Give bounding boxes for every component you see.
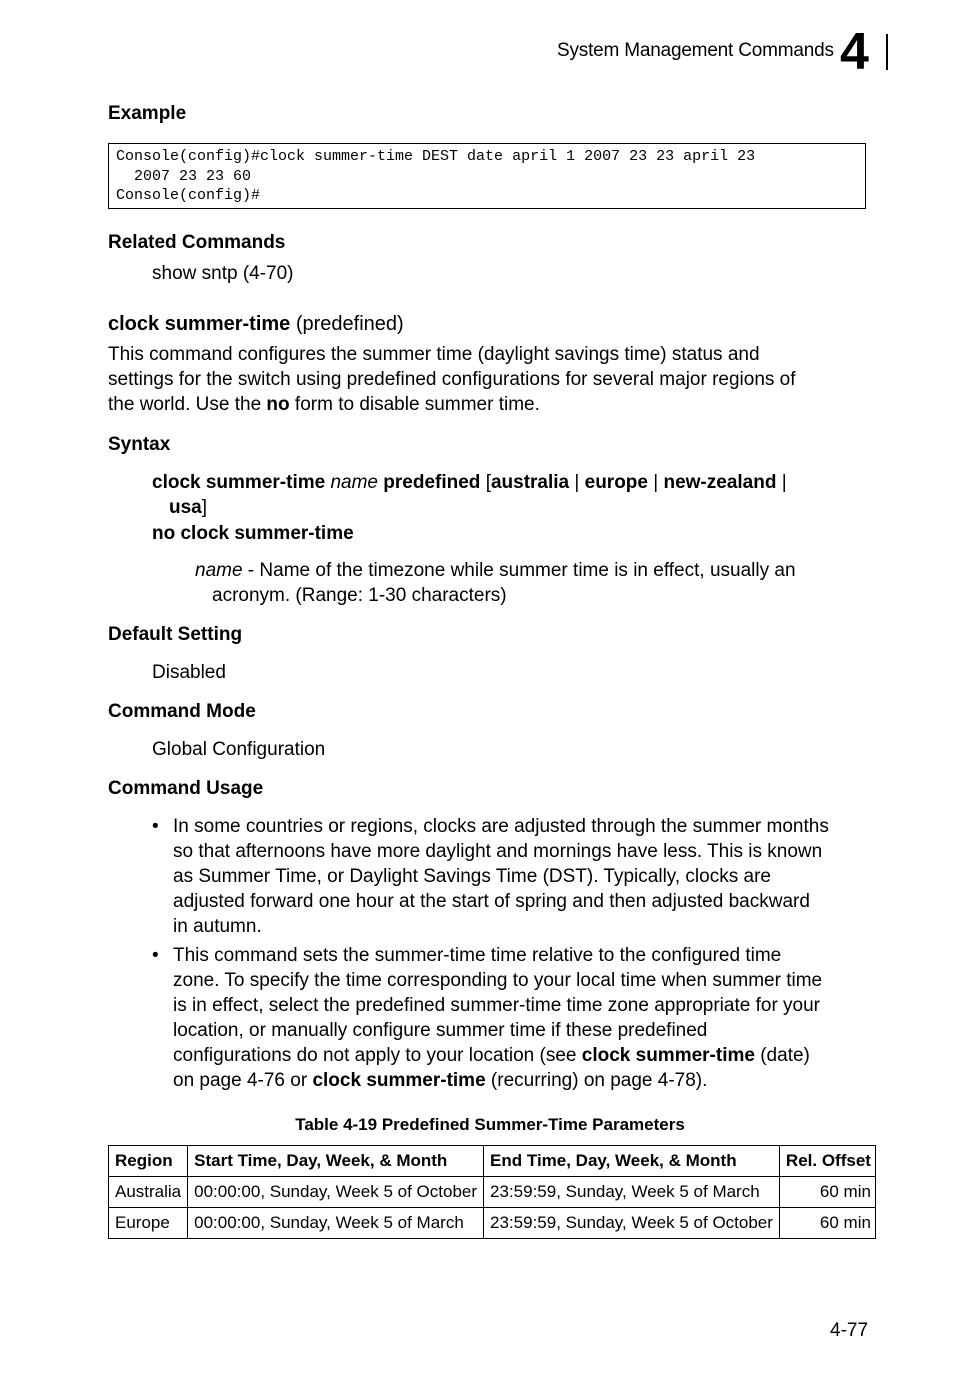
chapter-number: 4 — [840, 23, 869, 81]
cross-ref: clock summer-time — [312, 1070, 486, 1091]
text: configurations do not apply to your location (see — [173, 1045, 582, 1066]
description-line: This command configures the summer time (daylight savings time) status and — [108, 344, 760, 365]
column-header: Start Time, Day, Week, & Month — [188, 1146, 484, 1177]
usage-bullet-1 — [173, 814, 829, 939]
table-cell: 23:59:59, Sunday, Week 5 of March — [484, 1177, 780, 1208]
code-line: 2007 23 23 60 — [116, 167, 252, 185]
option-australia: australia — [490, 472, 570, 493]
param-name: name — [195, 560, 243, 581]
table-cell: Europe — [109, 1208, 188, 1239]
command-mode-value: Global Configuration — [152, 739, 326, 760]
example-heading: Example — [108, 103, 187, 124]
usage-line: This command sets the summer-time time relative to the configured time — [173, 945, 782, 966]
syntax-heading: Syntax — [108, 434, 171, 455]
table-cell: 60 min — [779, 1208, 875, 1239]
syntax-no-form — [152, 521, 354, 546]
option-europe: europe — [584, 472, 648, 493]
command-title — [108, 313, 404, 336]
table-caption: Table 4-19 Predefined Summer-Time Parameters — [295, 1115, 685, 1134]
table-row — [109, 1177, 876, 1208]
usage-line — [173, 1043, 822, 1068]
bullet-marker: • — [152, 945, 159, 966]
related-commands-text: show sntp (4-70) — [152, 263, 294, 284]
usage-line: in autumn. — [173, 916, 262, 937]
text: form to disable summer time. — [289, 394, 540, 415]
syntax-command: clock summer-time — [152, 472, 326, 493]
keyword-no: no — [266, 394, 290, 415]
column-header: End Time, Day, Week, & Month — [484, 1146, 780, 1177]
code-line: Console(config)#clock summer-time DEST date april 1 2007 23 23 april 23 — [116, 148, 756, 165]
usage-line: location, or manually configure summer time if these predefined — [173, 1020, 708, 1041]
command-suffix: (predefined) — [295, 313, 404, 335]
table-cell: 60 min — [779, 1177, 875, 1208]
column-header: Rel. Offset — [779, 1146, 875, 1177]
usage-line: In some countries or regions, clocks are adjusted through the summer months — [173, 816, 829, 837]
command-mode-heading: Command Mode — [108, 701, 256, 722]
command-description — [108, 342, 796, 417]
bracket: ] — [201, 497, 208, 518]
option-new-zealand: new-zealand — [663, 472, 777, 493]
text: the world. Use the — [108, 394, 267, 415]
text: - Name of the timezone while summer time is in effect, usually an — [242, 560, 796, 581]
table-cell: 23:59:59, Sunday, Week 5 of October — [484, 1208, 780, 1239]
option-usa: usa — [169, 497, 202, 518]
usage-line: is in effect, select the predefined summer-time time zone appropriate for your — [173, 995, 821, 1016]
description-line: settings for the switch using predefined configurations for several major regions of — [108, 369, 796, 390]
description-line — [108, 392, 796, 417]
table-cell: Australia — [109, 1177, 188, 1208]
column-header: Region — [109, 1146, 188, 1177]
table-row — [109, 1208, 876, 1239]
usage-line: as Summer Time, or Daylight Savings Time (DST). Typically, clocks are — [173, 866, 771, 887]
no-command: no clock summer-time — [152, 523, 354, 544]
page-number: 4-77 — [830, 1320, 869, 1341]
table-header-row — [109, 1146, 876, 1177]
code-example — [116, 147, 755, 206]
usage-line: zone. To specify the time corresponding to your local time when summer time — [173, 970, 823, 991]
code-line: Console(config)# — [116, 187, 261, 204]
syntax-param: name — [330, 472, 378, 493]
param-description — [195, 558, 796, 583]
command-name: clock summer-time — [108, 313, 291, 335]
separator: | — [781, 472, 787, 493]
table-cell: 00:00:00, Sunday, Week 5 of March — [188, 1208, 484, 1239]
default-setting-heading: Default Setting — [108, 624, 243, 645]
usage-bullet-2 — [173, 943, 822, 1093]
running-header: System Management Commands — [557, 40, 834, 61]
summer-time-table — [108, 1145, 876, 1239]
bracket: [ — [485, 472, 491, 493]
command-usage-heading: Command Usage — [108, 778, 264, 799]
separator: | — [574, 472, 580, 493]
related-commands-heading: Related Commands — [108, 232, 286, 253]
text: (recurring) on page 4-78). — [485, 1070, 708, 1091]
default-setting-value: Disabled — [152, 662, 226, 683]
table-cell: 00:00:00, Sunday, Week 5 of October — [188, 1177, 484, 1208]
cross-ref: clock summer-time — [581, 1045, 755, 1066]
usage-line: so that afternoons have more daylight and mornings have less. This is known — [173, 841, 823, 862]
separator: | — [653, 472, 659, 493]
syntax-keyword: predefined — [383, 472, 481, 493]
syntax-line-1 — [152, 470, 787, 495]
param-description-cont: acronym. (Range: 1-30 characters) — [212, 585, 507, 606]
chapter-tab-bar — [886, 34, 888, 70]
bullet-marker: • — [152, 816, 159, 837]
text: (date) — [754, 1045, 810, 1066]
syntax-line-2 — [169, 495, 207, 520]
usage-line: adjusted forward one hour at the start of spring and then adjusted backward — [173, 891, 810, 912]
text: on page 4-76 or — [173, 1070, 313, 1091]
usage-line — [173, 1068, 822, 1093]
